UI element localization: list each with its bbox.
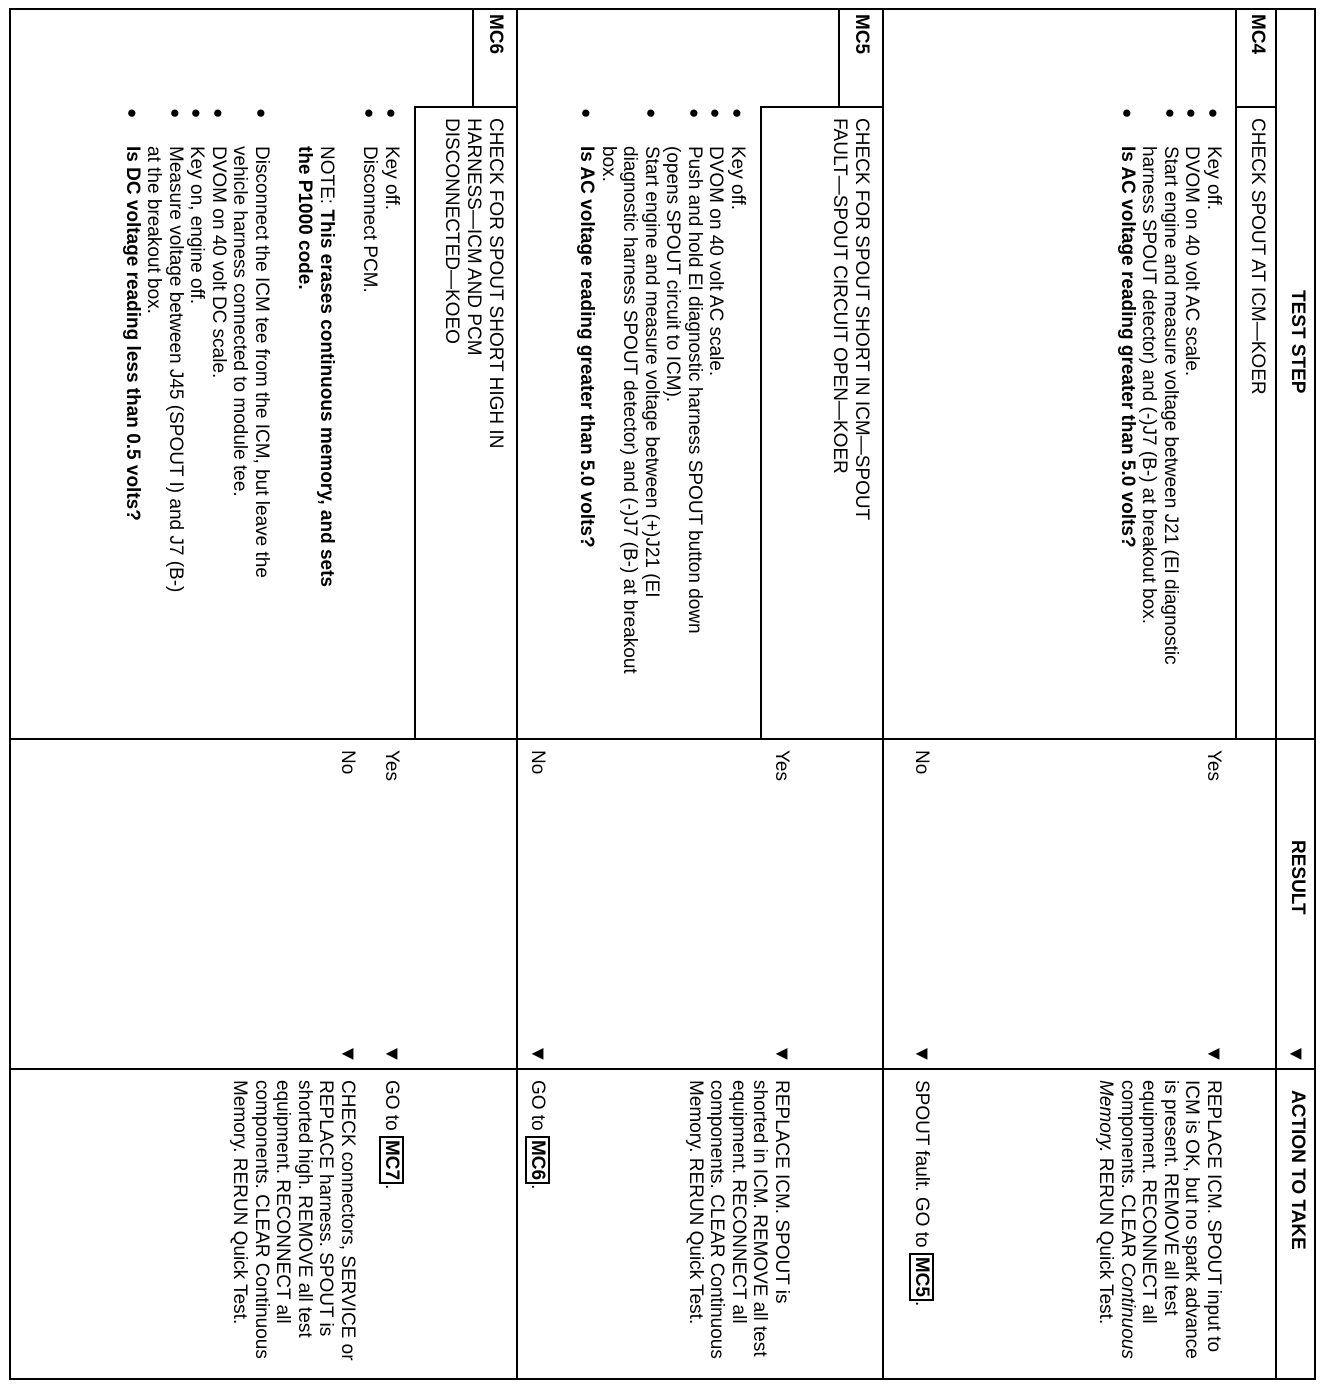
list-item: ● DVOM on 40 volt DC scale. [208,108,229,379]
bullet-icon: ● [382,108,401,119]
bullet-icon: ● [252,108,271,119]
column-divider-action [9,1068,1316,1070]
mc6-yes-action: GO to MC7. [381,1080,402,1190]
bullet-icon: ● [577,108,597,119]
mc5-yes-action: REPLACE ICM. SPOUT is shorted in ICM. REMOVE all test equipment. RECONNECT all components. CLEAR Continuous Memory. RERUN Quick Test. [685,1080,792,1359]
frame-right [9,1378,1316,1380]
mc4-id-box-bottom [1235,8,1237,108]
mc4-no-action: SPOUT fault. GO to MC5. [911,1080,932,1307]
list-item: ● Start engine and measure voltage between J21 (EI diagnostic harness SPOUT detector) and (-)J7 (B-) at breakout box. [1138,108,1181,665]
list-item: ● Start engine and measure voltage between (+)J21 (EI diagnostic harness SPOUT detector) and (-)J7 (B-) at breakout box. [598,108,662,674]
list-item: ● Measure voltage between J45 (SPOUT I) and J7 (B-) at the breakout box. [143,108,186,593]
frame-bottom [9,8,11,1380]
column-divider-result [9,738,1316,740]
bullet-icon: ● [209,108,228,119]
row-divider-mc6 [516,8,518,1380]
goto-mc7-link[interactable]: MC7 [379,1136,404,1184]
mc5-title-line-1: CHECK FOR SPOUT SHORT IN ICM—SPOUT [851,118,872,521]
mc5-step-id: MC5 [851,14,872,55]
mc5-title-underline [760,106,762,738]
header-test-step: TEST STEP [1287,290,1308,394]
goto-mc6-link[interactable]: MC6 [525,1136,550,1184]
list-item: ● Disconnect PCM. [359,108,381,293]
bullet-icon: ● [360,108,380,119]
bullet-icon: ● [728,108,747,119]
mc5-result-yes: Yes [771,750,792,781]
mc5-no-arrow-icon: ▼ [527,1044,549,1064]
mc5-body [576,108,748,688]
mc5-id-box-bottom [838,8,840,108]
mc5-result-no: No [527,750,548,775]
mc6-title-line-3: DISCONNECTED—KOEO [441,118,462,344]
bullet-icon: ● [1118,108,1137,119]
mc6-title-underline [414,106,416,738]
mc4-id-box-side [1235,106,1277,108]
mc6-id-box-side [414,106,518,108]
mc4-title: CHECK SPOUT AT ICM—KOER [1247,118,1268,395]
list-item-question: ● Is AC voltage reading greater than 5.0 volts? [576,108,598,548]
mc6-title-line-2: HARNESS—ICM AND PCM [463,118,484,356]
list-item: ● Push and hold EI diagnostic harness SPOUT button down (opens SPOUT circuit to ICM). [662,108,705,634]
mc5-title-line-2: FAULT—SPOUT CIRCUIT OPEN—KOER [829,118,850,474]
mc4-result-yes: Yes [1203,750,1224,781]
mc6-id-box-bottom [472,8,474,108]
mc6-step-id: MC6 [485,14,506,55]
mc4-body [1117,108,1225,668]
header-result: RESULT [1287,840,1308,915]
note: NOTE: This erases continuous memory, and sets the P1000 code. [294,146,337,587]
mc6-no-action: CHECK connectors, SERVICE or REPLACE harness. SPOUT is shorted high. REMOVE all test equipment. RECONNECT all components. CLEAR Continuous Memory. RERUN Quick Test. [229,1080,358,1361]
list-item: ● Disconnect the ICM tee from the ICM, but leave the vehicle harness connected to module tee. [229,108,272,578]
mc4-result-no: No [911,750,932,775]
bullet-icon: ● [123,108,142,119]
mc6-body [122,108,403,608]
bullet-icon: ● [166,108,185,119]
header-action: ACTION TO TAKE [1287,1090,1308,1250]
bullet-icon: ● [706,108,726,119]
mc5-yes-arrow-icon: ▼ [771,1044,793,1064]
mc4-step-id: MC4 [1247,14,1268,55]
row-divider-mc5 [882,8,884,1380]
list-item: ● Key off. [381,108,402,211]
mc6-result-no: No [337,750,358,775]
frame-left [9,8,1316,10]
mc6-result-yes: Yes [381,750,402,781]
list-item: ● DVOM on 40 volt AC scale. [1181,108,1203,377]
list-item-question: ● Is DC voltage reading less than 0.5 volts? [122,108,143,521]
bullet-icon: ● [685,108,704,119]
list-item: ● Key off. [727,108,748,211]
bullet-icon: ● [1182,108,1202,119]
mc5-no-action: GO to MC6. [527,1080,548,1190]
mc4-no-arrow-icon: ▼ [911,1044,933,1064]
frame-top [1314,8,1316,1380]
mc4-title-underline [1235,106,1237,738]
goto-mc5-link[interactable]: MC5 [909,1253,934,1301]
list-item: ● Key on, engine off. [186,108,208,305]
list-item: ● DVOM on 40 volt AC scale. [705,108,727,377]
header-action-arrow-icon: ▼ [1285,1044,1307,1064]
header-divider [1275,8,1277,1380]
bullet-icon: ● [1204,108,1223,119]
list-item: ● Key off. [1203,108,1224,211]
mc4-yes-action: REPLACE ICM. SPOUT input to ICM is OK, but no spark advance is present. REMOVE all test equipment. RECONNECT all components. CLEAR Continuous Memory. RERUN Quick Test. [1095,1080,1224,1359]
bullet-icon: ● [642,108,661,119]
mc5-id-box-side [760,106,884,108]
list-item-question: ● Is AC voltage reading greater than 5.0 volts? [1117,108,1138,548]
bullet-icon: ● [187,108,207,119]
mc6-yes-arrow-icon: ▼ [381,1044,403,1064]
mc6-no-arrow-icon: ▼ [337,1044,359,1064]
mc6-title-line-1: CHECK FOR SPOUT SHORT HIGH IN [485,118,506,449]
mc4-yes-arrow-icon: ▼ [1203,1044,1225,1064]
bullet-icon: ● [1161,108,1180,119]
